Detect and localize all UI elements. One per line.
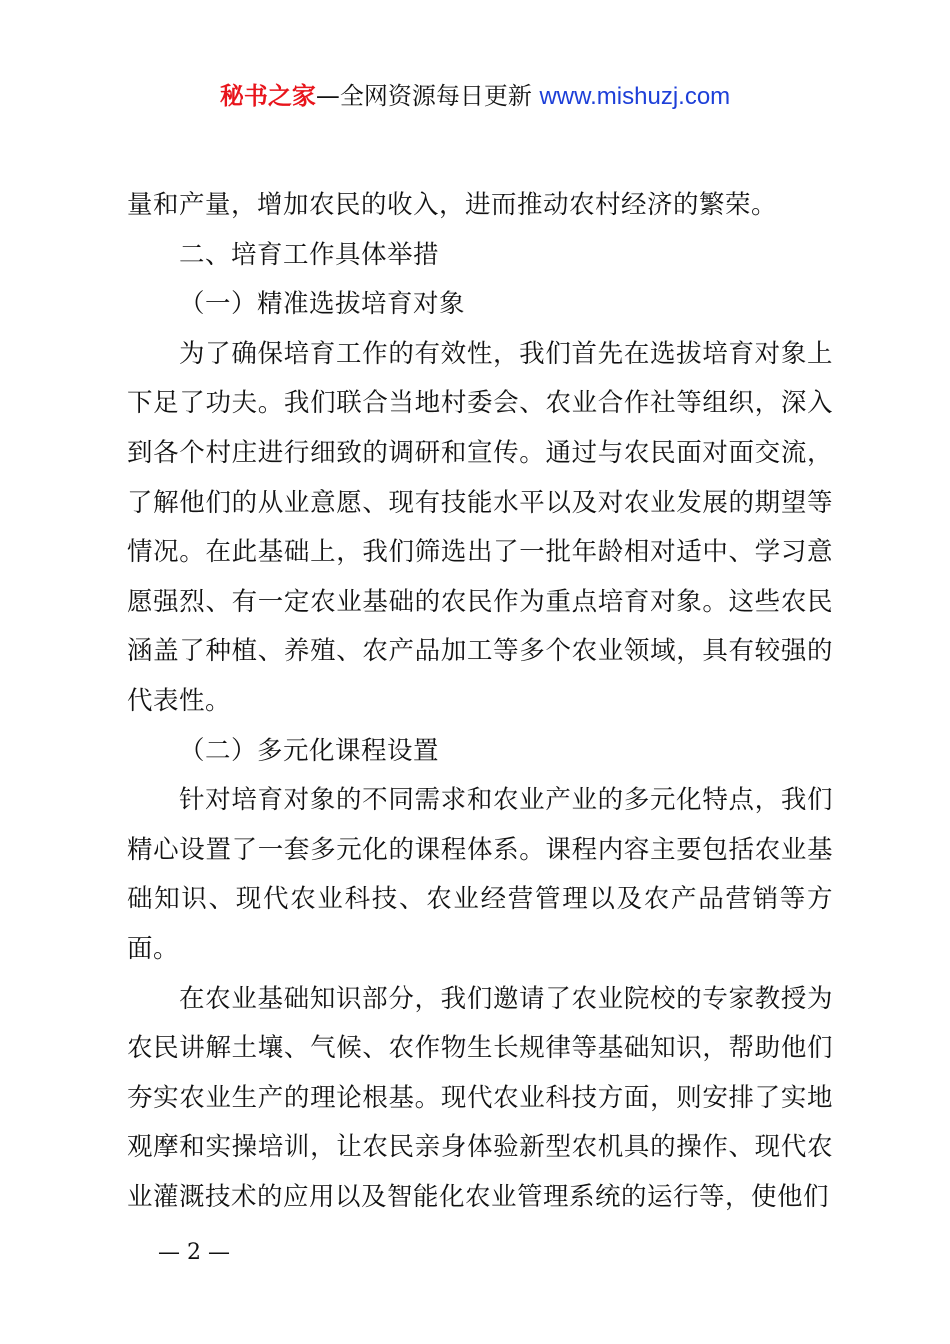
paragraph-basic-knowledge: 在农业基础知识部分，我们邀请了农业院校的专家教授为农民讲解土壤、气候、农作物生长规律等基础知识，帮助他们夯实农业生产的理论根基。现代农业科技方面，则安排了实地观摩和实操培训，让农民亲身体验新型农机具的操作、现代农业灌溉技术的应用以及智能化农业管理系统的运行等，使他们: [127, 983, 833, 1212]
site-tagline: —全网资源每日更新: [315, 82, 532, 110]
page-number: — 2 —: [158, 1240, 230, 1265]
section-heading: 二、培育工作具体举措: [179, 239, 440, 270]
site-brand: 秘书之家: [219, 82, 316, 110]
subsection-heading-1: （一）精准选拔培育对象: [179, 289, 466, 320]
subsection-heading-2: （二）多元化课程设置: [179, 735, 440, 766]
site-url-link[interactable]: www.mishuzj.com: [539, 83, 731, 110]
paragraph-continuation: 量和产量，增加农民的收入，进而推动农村经济的繁荣。: [127, 190, 778, 220]
paragraph-selection: 为了确保培育工作的有效性，我们首先在选拔培育对象上下足了功夫。我们联合当地村委会、农业合作社等组织，深入到各个村庄进行细致的调研和宣传。通过与农民面对面交流，了解他们的从业意愿、现有技能水平以及对农业发展的期望等情况。在此基础上，我们筛选出了一批年龄相对适中、学习意愿强烈、有一定农业基础的农民作为重点培育对象。这些农民涵盖了种植、养殖、农产品加工等多个农业领域，具有较强的代表性。: [127, 338, 833, 716]
document-body: [127, 181, 833, 1222]
paragraph-curriculum: 针对培育对象的不同需求和农业产业的多元化特点，我们精心设置了一套多元化的课程体系。课程内容主要包括农业基础知识、现代农业科技、农业经营管理以及农产品营销等方面。: [127, 785, 833, 964]
site-header: [0, 80, 950, 113]
